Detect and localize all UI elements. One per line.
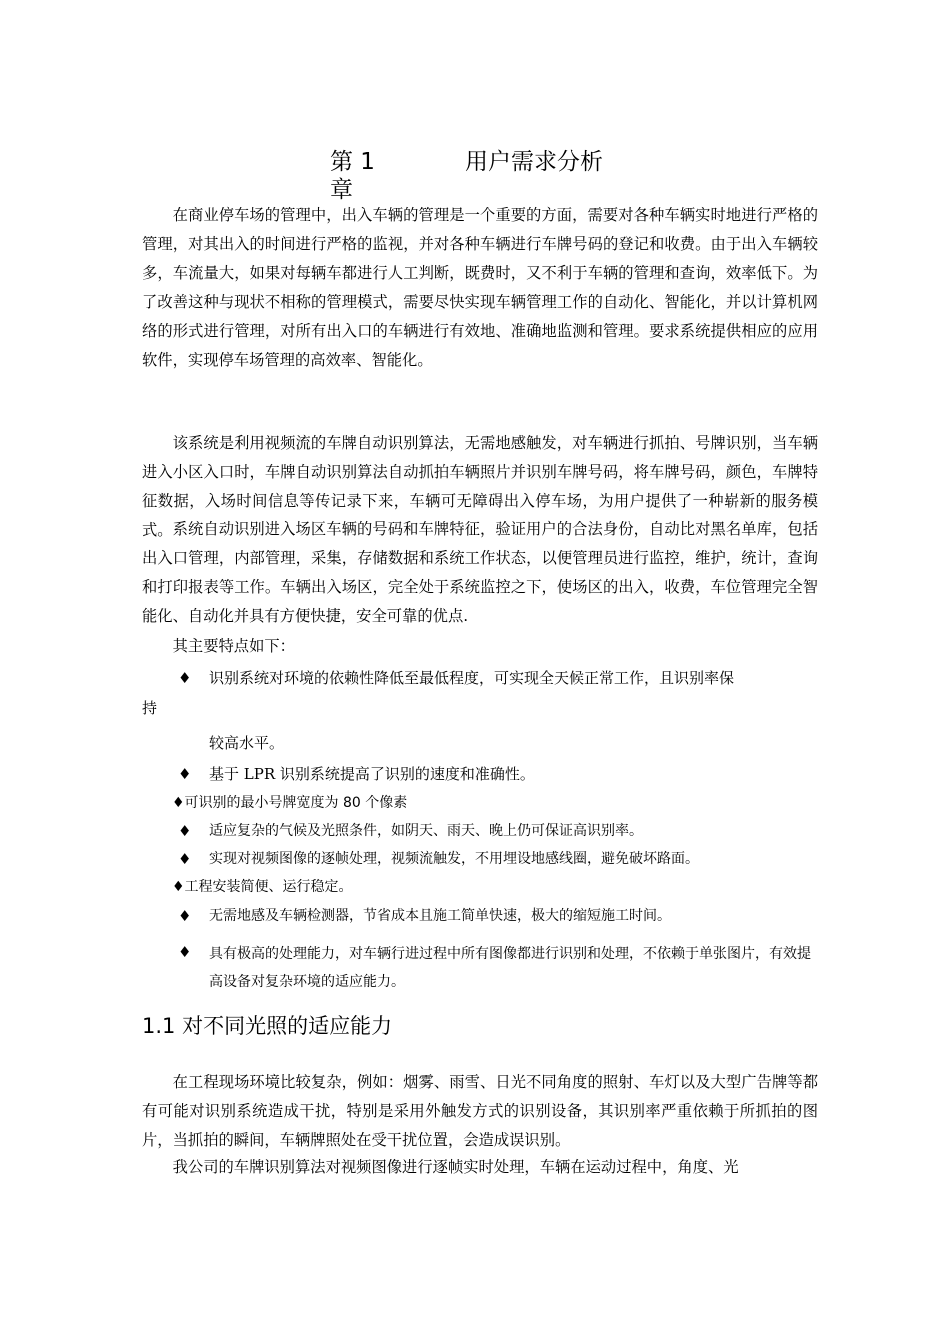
chapter-label: 第 1 章 xyxy=(330,149,375,203)
feature-1-wrap: 持 xyxy=(142,699,158,717)
feature-1-line-2: 较高水平。 xyxy=(209,734,285,752)
section-paragraph-2: 我公司的车牌识别算法对视频图像进行逐帧实时处理，车辆在运动过程中，角度、光 xyxy=(172,1158,739,1176)
intro-paragraph-2: 该系统是利用视频流的车牌自动识别算法，无需地感触发，对车辆进行抓拍、号牌识别，当车辆进入小区入口时，车牌自动识别算法自动抓拍车辆照片并识别车牌号码，将车牌号码，颜色，车牌特征数据，入场时间信息等传记录下来，车辆可无障碍出入停车场，为用户提供了一种崭新的服务模式。 xyxy=(142,434,818,539)
feature-5: 实现对视频图像的逐帧处理，视频流触发，不用埋设地感线圈，避免破坏路面。 xyxy=(209,851,699,867)
feature-8: 具有极高的处理能力，对车辆行进过程中所有图像都进行识别和处理，不依赖于单张图片，有效提高设备对复杂环境的适应能力。 xyxy=(209,946,811,990)
bullet-icon: ♦ xyxy=(178,669,192,687)
bullet-icon: ♦ xyxy=(178,822,192,840)
section-heading: 1.1 对不同光照的适应能力 xyxy=(142,1014,393,1038)
feature-1-line-1: 识别系统对环境的依赖性降低至最低程度，可实现全天候正常工作，且识别率保 xyxy=(209,669,735,687)
intro-paragraph-3: 系统自动识别进入场区车辆的号码和车牌特征，验证用户的合法身份，自动比对黑名单库，包括出入口管理，内部管理，采集，存储数据和系统工作状态，以便管理员进行监控，维护，统计，查询和打印报表等工作。车辆出入场区，完全处于系统监控之下，使场区的出入，收费，车位管理完全智能化、自动化并具有方便快捷，安全可靠的优点. xyxy=(142,520,818,625)
feature-7: 无需地感及车辆检测器，节省成本且施工简单快速，极大的缩短施工时间。 xyxy=(209,908,671,924)
features-intro: 其主要特点如下： xyxy=(172,637,295,655)
feature-4: 适应复杂的气候及光照条件，如阴天、雨天、晚上仍可保证高识别率。 xyxy=(209,823,643,839)
bullet-icon: ♦ xyxy=(178,765,192,783)
feature-2: 基于 LPR 识别系统提高了识别的速度和准确性。 xyxy=(209,765,535,783)
section-paragraph-1: 在工程现场环境比较复杂，例如：烟雾、雨雪、日光不同角度的照射、车灯以及大型广告牌等都有可能对识别系统造成干扰，特别是采用外触发方式的识别设备，其识别率严重依赖于所抓拍的图片，当抓拍的瞬间，车辆牌照处在受干扰位置，会造成误识别。 xyxy=(142,1073,818,1149)
feature-6: ♦工程安装简便、运行稳定。 xyxy=(172,879,353,895)
feature-3: ♦可识别的最小号牌宽度为 80 个像素 xyxy=(172,795,408,811)
bullet-icon: ♦ xyxy=(178,907,192,925)
intro-paragraph-1: 在商业停车场的管理中，出入车辆的管理是一个重要的方面，需要对各种车辆实时地进行严格的管理，对其出入的时间进行严格的监视，并对各种车辆进行车牌号码的登记和收费。由于出入车辆较多，车流量大，如果对每辆车都进行人工判断，既费时，又不利于车辆的管理和查询，效率低下。为了改善这种与现状不相称的管理模式，需要尽快实现车辆管理工作的自动化、智能化，并以计算机网络的形式进行管理，对所有出入口的车辆进行有效地、准确地监测和管理。要求系统提供相应的应用软件，实现停车场管理的高效率、智能化。 xyxy=(142,206,818,369)
chapter-title: 用户需求分析 xyxy=(465,149,603,175)
bullet-icon: ♦ xyxy=(178,943,192,961)
bullet-icon: ♦ xyxy=(178,850,192,868)
